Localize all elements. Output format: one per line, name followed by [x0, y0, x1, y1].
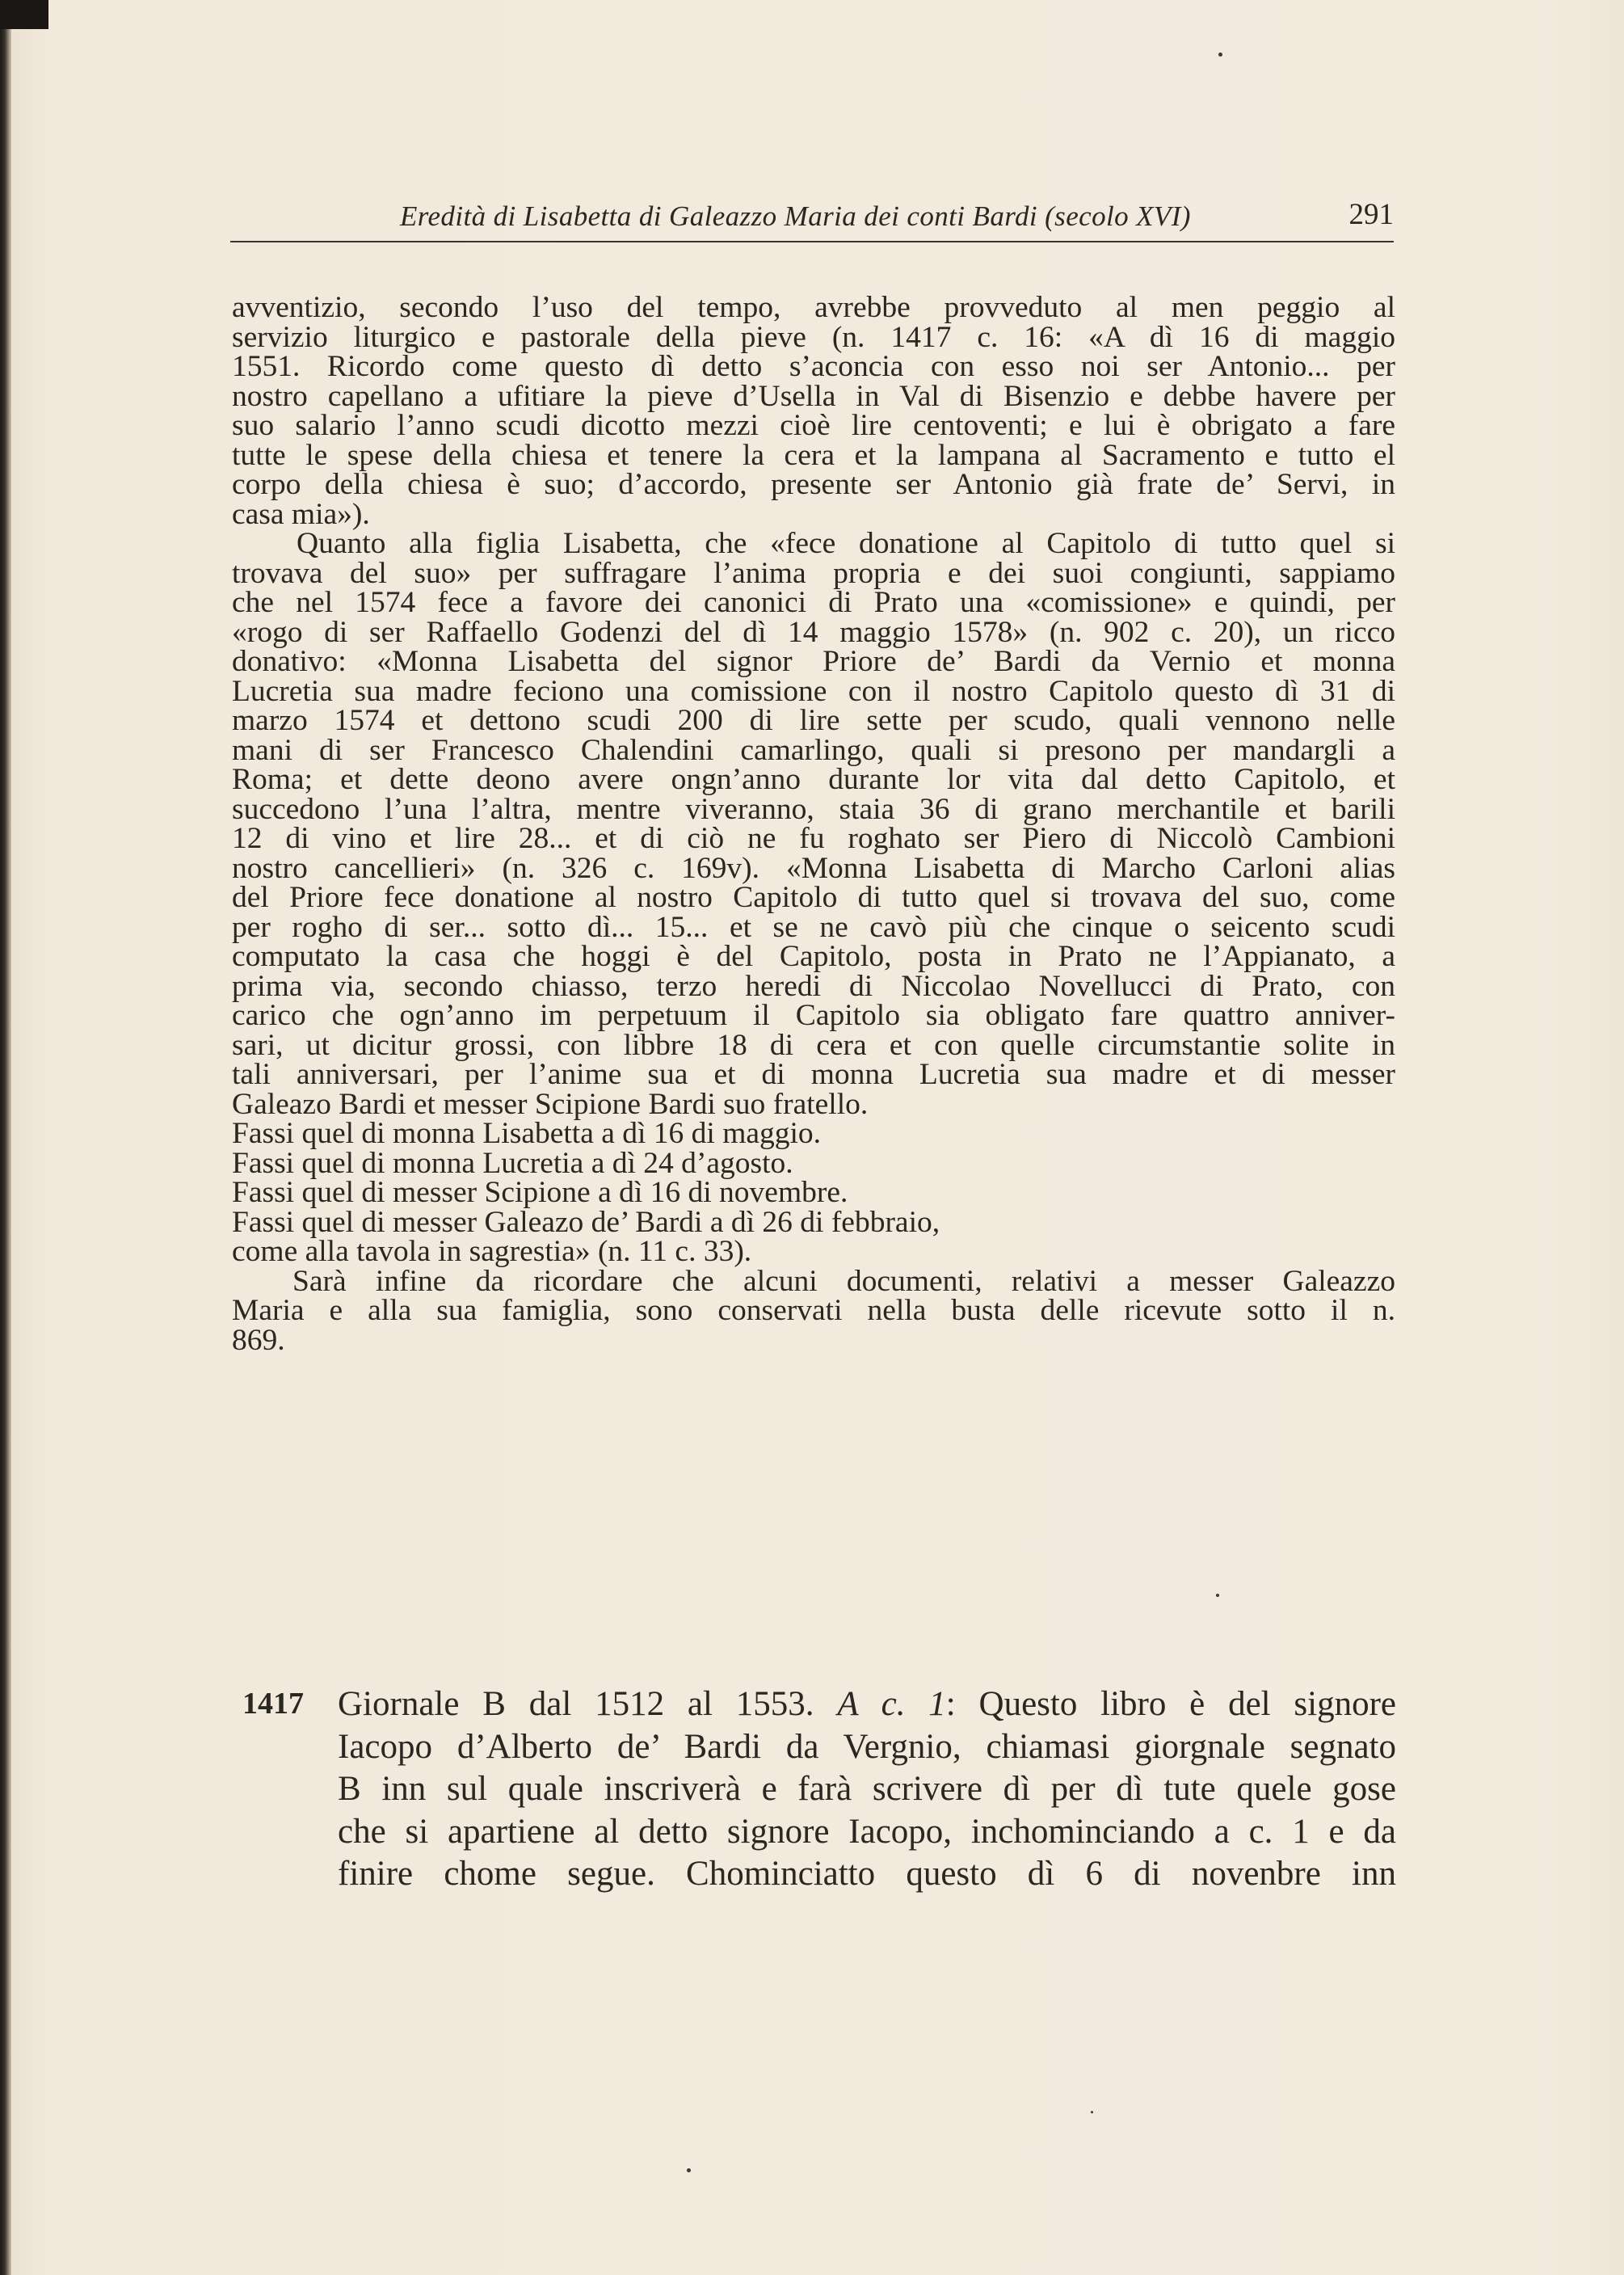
entry-line: B inn sul quale inscriverà e farà scrivere dì per dì tute quele gose [338, 1770, 1396, 1808]
body-line: mani di ser Francesco Chalendini camarlingo, quali si presono per mandargli a [232, 733, 1395, 767]
body-line: 1551. Ricordo come questo dì detto s’aconcia con esso noi ser Antonio... per [232, 350, 1395, 383]
body-line: per rogho di ser... sotto dì... 15... et se ne cavò più che cinque o seicento scudi [232, 910, 1395, 944]
body-line: Fassi quel di messer Galeazo de’ Bardi a dì 26 di febbraio, [232, 1205, 940, 1239]
body-line: Fassi quel di monna Lisabetta a dì 16 di maggio. [232, 1117, 822, 1150]
paragraph-start-line: Quanto alla figlia Lisabetta, che «fece donatione al Capitolo di tutto quel si [297, 527, 1395, 560]
header-rule [230, 241, 1394, 242]
body-line: nostro cancellieri» (n. 326 c. 169v). «Monna Lisabetta di Marcho Carloni alias [232, 851, 1395, 885]
paper-speck [1091, 2111, 1093, 2113]
body-line: suo salario l’anno scudi dicotto mezzi cioè lire centoventi; e lui è obrigato a fare [232, 409, 1395, 442]
entry-number: 1417 [242, 1687, 304, 1721]
body-line: Roma; et dette deono avere ongn’anno durante lor vita dal detto Capitolo, et [232, 763, 1395, 796]
entry-first-line-rest: : Questo libro è del signore [945, 1685, 1397, 1723]
book-spine-corner [0, 0, 48, 29]
body-line: Fassi quel di monna Lucretia a dì 24 d’agosto. [232, 1146, 793, 1180]
body-line: trovava del suo» per suffragare l’anima propria e dei suoi congiunti, sappiamo [232, 556, 1395, 590]
paragraph-start-line: Sarà infine da ricordare che alcuni documenti, relativi a messer Galeazzo [292, 1264, 1395, 1298]
body-line: come alla tavola in sagrestia» (n. 11 c. 33). [232, 1235, 752, 1268]
body-line: che nel 1574 fece a favore dei canonici di Prato una «comissione» e quindi, per [232, 586, 1395, 619]
body-line: sari, ut dicitur grossi, con libbre 18 di cera et con quelle circumstantie solite in [232, 1028, 1395, 1062]
body-line: Maria e alla sua famiglia, sono conservati nella busta delle ricevute sotto il n. [232, 1294, 1395, 1327]
body-line: 12 di vino et lire 28... et di ciò ne fu roghato ser Piero di Niccolò Cambioni [232, 822, 1395, 855]
body-line: Lucretia sua madre feciono una comissione con il nostro Capitolo questo dì 31 di [232, 674, 1395, 708]
body-line: Fassi quel di messer Scipione a dì 16 di novembre. [232, 1176, 848, 1209]
body-line: nostro capellano a ufitiare la pieve d’Usella in Val di Bisenzio e debbe havere per [232, 379, 1395, 413]
running-title: Eredità di Lisabetta di Galeazzo Maria dei conti Bardi (secolo XVI) [400, 200, 1191, 232]
body-line: Galeazo Bardi et messer Scipione Bardi suo fratello. [232, 1087, 869, 1121]
entry-line: finire chome segue. Chominciatto questo dì 6 di novenbre inn [338, 1855, 1396, 1893]
body-line: del Priore fece donatione al nostro Capitolo di tutto quel si trovava del suo, come [232, 881, 1395, 914]
entry-line: Iacopo d’Alberto de’ Bardi da Vergnio, chiamasi giorgnale segnato [338, 1727, 1396, 1766]
paper-speck [1216, 1594, 1219, 1597]
body-line: prima via, secondo chiasso, terzo heredi di Niccolao Novellucci di Prato, con [232, 969, 1395, 1003]
body-line: computato la casa che hoggi è del Capitolo, posta in Prato ne l’Appianato, a [232, 940, 1395, 973]
body-line: succedono l’una l’altra, mentre viveranno, staia 36 di grano merchantile et barili [232, 792, 1395, 826]
body-line: corpo della chiesa è suo; d’accordo, presente ser Antonio già frate de’ Servi, in [232, 468, 1395, 501]
body-line: 869. [232, 1323, 285, 1357]
entry-line: che si apartiene al detto signore Iacopo, inchominciando a c. 1 e da [338, 1812, 1396, 1851]
entry-first-line [338, 1683, 1396, 1726]
body-line: carico che ogn’anno im perpetuum il Capitolo sia obligato fare quattro anniver- [232, 999, 1395, 1032]
book-spine-edge [0, 0, 11, 2275]
body-line: servizio liturgico e pastorale della pieve (n. 1417 c. 16: «A dì 16 di maggio [232, 320, 1395, 354]
body-line: tutte le spese della chiesa et tenere la cera et la lampana al Sacramento e tutto el [232, 438, 1395, 472]
body-line: «rogo di ser Raffaello Godenzi del dì 14 maggio 1578» (n. 902 c. 20), un ricco [232, 615, 1395, 649]
body-line: casa mia»). [232, 497, 370, 531]
entry-text [338, 1683, 1396, 1896]
body-line: avventizio, secondo l’uso del tempo, avrebbe provveduto al men peggio al [232, 291, 1395, 324]
body-line: tali anniversari, per l’anime sua et di monna Lucretia sua madre et di messer [232, 1058, 1395, 1091]
entry-title: Giornale B dal 1512 al 1553. [338, 1685, 838, 1723]
paper-speck [687, 2168, 691, 2172]
body-line: marzo 1574 et dettono scudi 200 di lire sette per scudo, quali vennono nelle [232, 704, 1395, 737]
paper-speck [1218, 53, 1222, 57]
body-line: donativo: «Monna Lisabetta del signor Priore de’ Bardi da Vernio et monna [232, 645, 1395, 678]
body-text [232, 293, 1395, 1355]
entry-folio-reference: A c. 1 [837, 1685, 946, 1723]
page-number: 291 [1348, 198, 1394, 231]
running-head [230, 194, 1394, 242]
